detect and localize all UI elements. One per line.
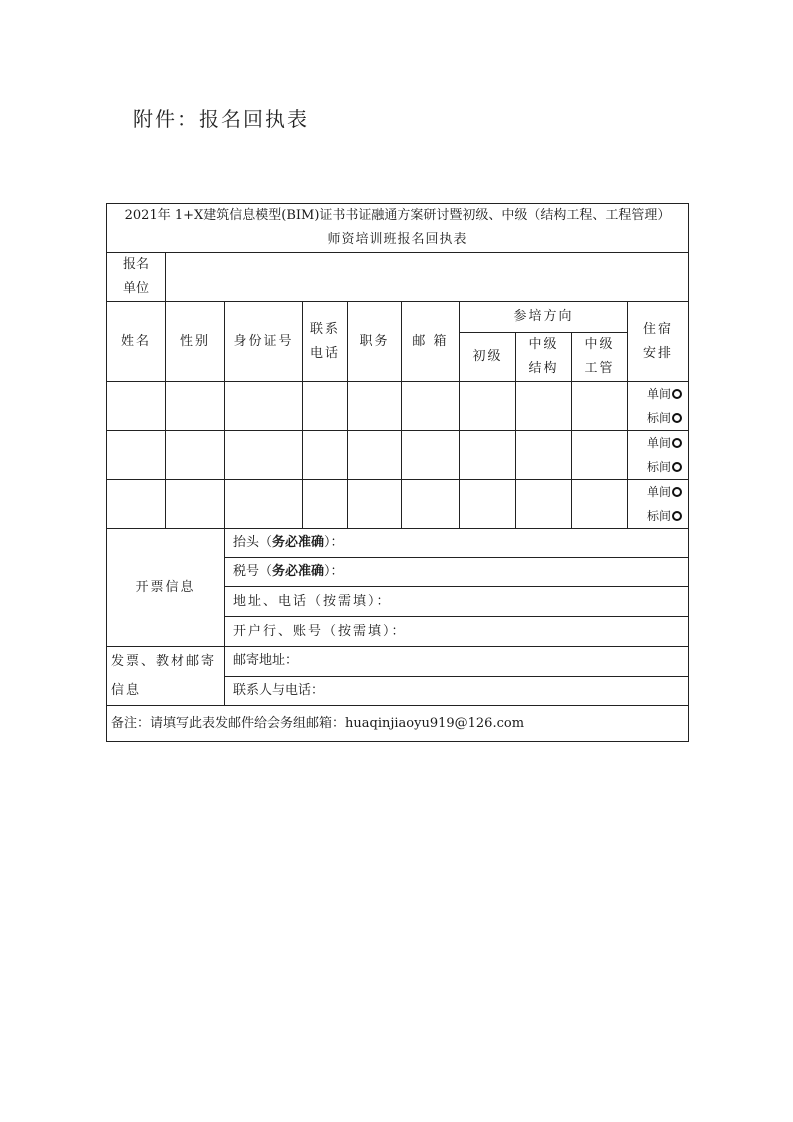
unit-label: 报名 单位 xyxy=(107,253,166,302)
mailing-contact-field[interactable]: 联系人与电话： xyxy=(225,676,689,706)
invoice-bank-account-field[interactable]: 开户行、账号（按需填）： xyxy=(225,617,689,647)
cell-phone[interactable] xyxy=(303,431,348,480)
form-title-line1: 2021年 1+X建筑信息模型(BIM)证书书证融通方案研讨暨初级、中级（结构工程、工程管理） xyxy=(124,208,671,223)
cell-accommodation xyxy=(628,382,689,431)
invoice-label: 开票信息 xyxy=(107,529,225,647)
note: 备注：请填写此表发邮件给会务组邮箱：huaqinjiaoyu919@126.com xyxy=(107,706,689,742)
form-title-line2: 师资培训班报名回执表 xyxy=(327,232,468,247)
cell-phone[interactable] xyxy=(303,382,348,431)
mailing-address-field[interactable]: 邮寄地址： xyxy=(225,647,689,677)
header-email: 邮 箱 xyxy=(402,302,460,382)
header-mid-management: 中级 工管 xyxy=(572,333,628,382)
cell-name[interactable] xyxy=(107,382,166,431)
cell-gender[interactable] xyxy=(166,480,225,529)
table-row xyxy=(107,480,689,529)
cell-id-number[interactable] xyxy=(225,382,303,431)
option-single-room[interactable]: 单间 xyxy=(628,382,682,406)
header-id-number: 身份证号 xyxy=(225,302,303,382)
cell-gender[interactable] xyxy=(166,382,225,431)
cell-email[interactable] xyxy=(402,480,460,529)
invoice-address-phone-field[interactable]: 地址、电话（按需填）： xyxy=(225,587,689,617)
table-row xyxy=(107,431,689,480)
cell-mid-structure[interactable] xyxy=(516,480,572,529)
header-position: 职务 xyxy=(348,302,402,382)
invoice-title-field[interactable]: 抬头（务必准确）： xyxy=(225,529,689,558)
radio-icon[interactable] xyxy=(672,438,682,448)
radio-icon[interactable] xyxy=(672,462,682,472)
header-name: 姓名 xyxy=(107,302,166,382)
cell-accommodation xyxy=(628,480,689,529)
header-junior: 初级 xyxy=(460,333,516,382)
cell-email[interactable] xyxy=(402,431,460,480)
option-standard-room[interactable]: 标间 xyxy=(628,455,682,479)
invoice-tax-field[interactable]: 税号（务必准确）： xyxy=(225,558,689,587)
mailing-label: 发票、教材邮寄 信息 xyxy=(107,647,225,706)
header-phone: 联系 电话 xyxy=(303,302,348,382)
cell-mid-structure[interactable] xyxy=(516,382,572,431)
cell-email[interactable] xyxy=(402,382,460,431)
header-gender: 性别 xyxy=(166,302,225,382)
page-heading: 附件：报名回执表 xyxy=(133,107,309,131)
cell-id-number[interactable] xyxy=(225,480,303,529)
radio-icon[interactable] xyxy=(672,389,682,399)
cell-phone[interactable] xyxy=(303,480,348,529)
table-row xyxy=(107,382,689,431)
cell-mid-management[interactable] xyxy=(572,480,628,529)
header-mid-structure: 中级 结构 xyxy=(516,333,572,382)
cell-position[interactable] xyxy=(348,431,402,480)
cell-junior[interactable] xyxy=(460,480,516,529)
cell-mid-structure[interactable] xyxy=(516,431,572,480)
registration-form-table xyxy=(106,203,689,742)
option-standard-room[interactable]: 标间 xyxy=(628,406,682,430)
header-direction: 参培方向 xyxy=(460,302,628,333)
cell-junior[interactable] xyxy=(460,382,516,431)
cell-junior[interactable] xyxy=(460,431,516,480)
cell-id-number[interactable] xyxy=(225,431,303,480)
cell-accommodation xyxy=(628,431,689,480)
cell-gender[interactable] xyxy=(166,431,225,480)
option-single-room[interactable]: 单间 xyxy=(628,480,682,504)
cell-mid-management[interactable] xyxy=(572,382,628,431)
radio-icon[interactable] xyxy=(672,511,682,521)
cell-name[interactable] xyxy=(107,480,166,529)
option-single-room[interactable]: 单间 xyxy=(628,431,682,455)
radio-icon[interactable] xyxy=(672,413,682,423)
cell-position[interactable] xyxy=(348,382,402,431)
cell-name[interactable] xyxy=(107,431,166,480)
form-title xyxy=(107,204,689,253)
option-standard-room[interactable]: 标间 xyxy=(628,504,682,528)
header-accommodation: 住宿 安排 xyxy=(628,302,689,382)
radio-icon[interactable] xyxy=(672,487,682,497)
cell-mid-management[interactable] xyxy=(572,431,628,480)
cell-position[interactable] xyxy=(348,480,402,529)
unit-input[interactable] xyxy=(166,253,689,302)
